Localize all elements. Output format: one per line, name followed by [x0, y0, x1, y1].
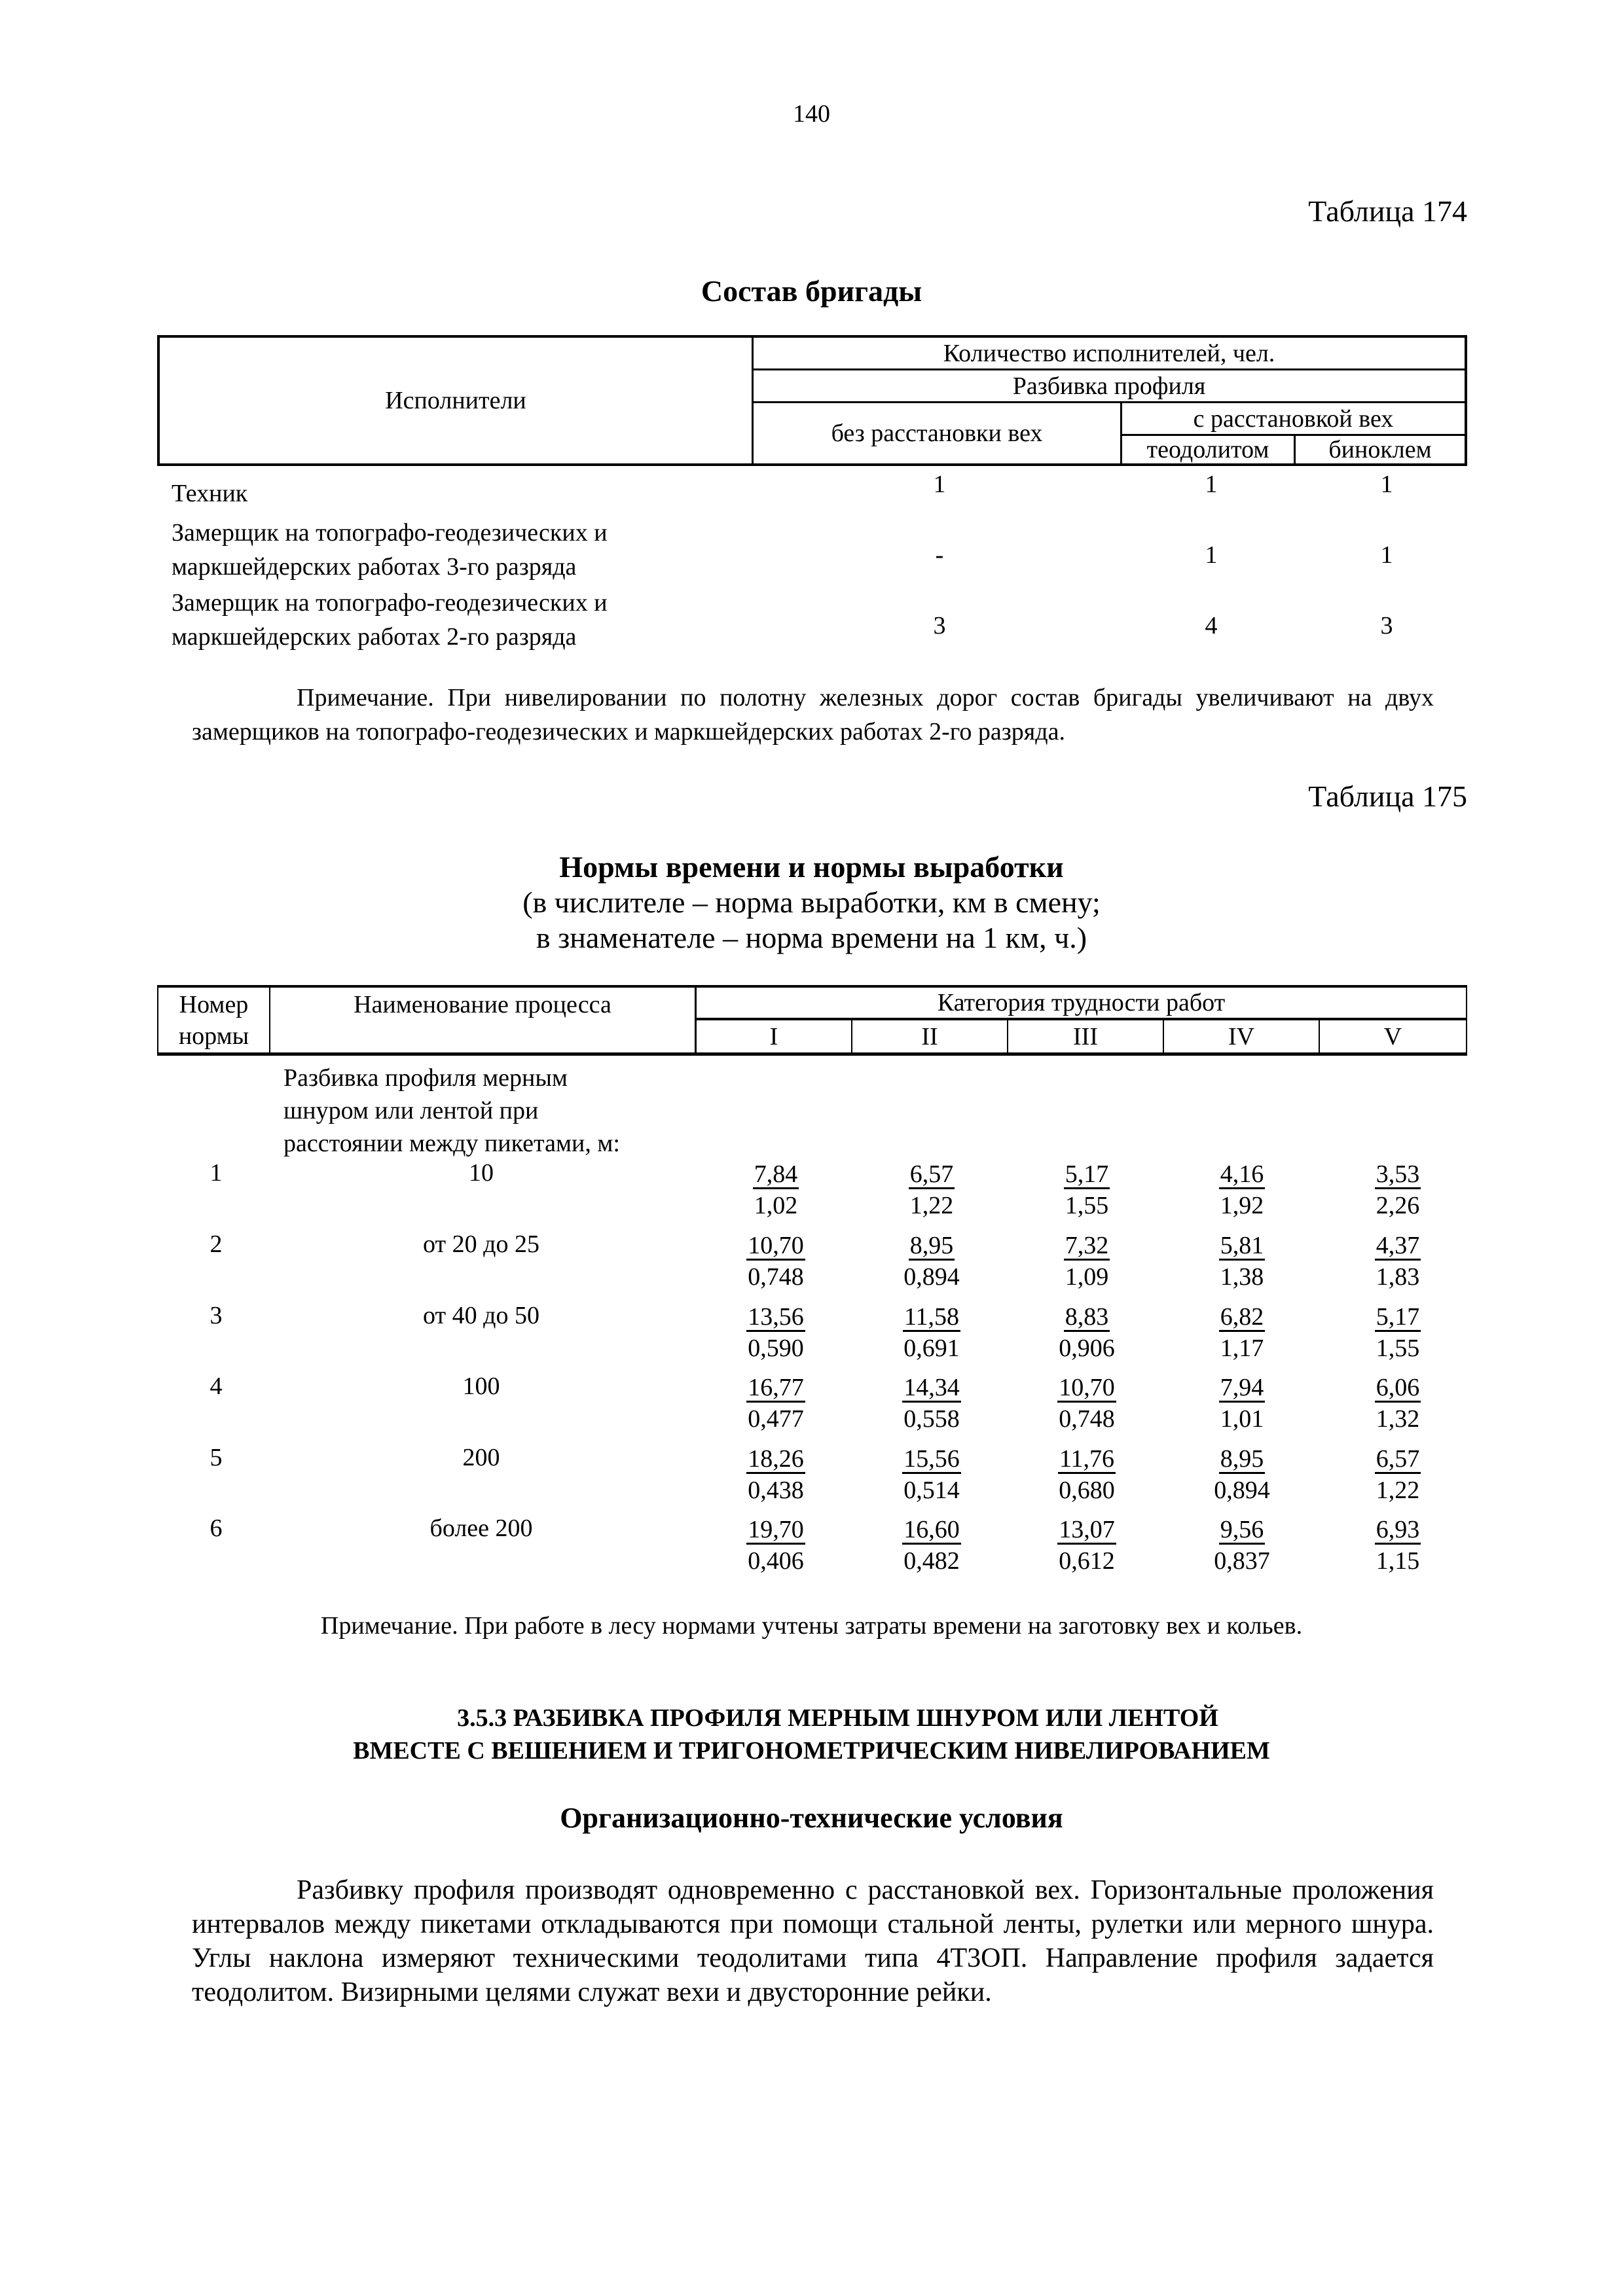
table-175-subtitle-line1: (в числителе – норма выработки, км в смену; — [522, 886, 1101, 919]
value-cat-4: $\frac{4,16}{1,92}$ — [1220, 1160, 1264, 1219]
table-row — [0, 1301, 1623, 1367]
value-cat-4: $\frac{5,81}{1,38}$ — [1220, 1232, 1264, 1291]
header-category-2: II — [852, 1020, 1008, 1052]
header-norm-number-line2: нормы — [178, 1022, 249, 1050]
header-executors: Исполнители — [160, 338, 754, 463]
table-175-label: Таблица 175 — [1308, 780, 1467, 813]
value-without: 1 — [933, 471, 946, 498]
value-cat-3: $\frac{11,76}{0,680}$ — [1059, 1445, 1115, 1504]
process-intro-line2: шнуром или лентой при — [283, 1097, 539, 1124]
executor-name: Техник — [172, 480, 248, 507]
table-174-label: Таблица 174 — [1308, 194, 1467, 228]
norm-number: 2 — [210, 1230, 223, 1258]
table-row — [0, 1230, 1623, 1295]
executor-name-line1: Замерщик на топографо-геодезических и — [172, 519, 608, 547]
value-cat-1: $\frac{19,70}{0,406}$ — [748, 1516, 804, 1575]
executor-name-line2: маркшейдерских работах 3-го разряда — [172, 553, 577, 581]
process-name: более 200 — [429, 1515, 533, 1542]
table-175-header — [157, 985, 1467, 1056]
header-without-poles: без расстановки вех — [754, 403, 1122, 463]
value-cat-4: $\frac{7,94}{1,01}$ — [1220, 1374, 1264, 1433]
header-theodolite: теодолитом — [1122, 436, 1296, 463]
header-norm-number — [158, 988, 270, 1052]
value-cat-2: $\frac{14,34}{0,558}$ — [903, 1374, 960, 1433]
value-cat-4: $\frac{6,82}{1,17}$ — [1220, 1303, 1264, 1362]
value-cat-5: $\frac{6,57}{1,22}$ — [1376, 1445, 1420, 1504]
value-theodolite: 4 — [1205, 612, 1218, 639]
value-cat-5: $\frac{6,93}{1,15}$ — [1376, 1516, 1420, 1575]
value-cat-2: $\frac{15,56}{0,514}$ — [903, 1445, 960, 1504]
process-intro-line3: расстоянии между пикетами, м: — [283, 1130, 620, 1157]
process-intro-line1: Разбивка профиля мерным — [283, 1064, 568, 1092]
value-theodolite: 1 — [1205, 471, 1218, 498]
value-cat-3: $\frac{13,07}{0,612}$ — [1059, 1516, 1115, 1575]
process-name: 10 — [469, 1159, 494, 1187]
value-cat-1: $\frac{18,26}{0,438}$ — [748, 1445, 804, 1504]
executor-name-line2: маркшейдерских работах 2-го разряда — [172, 623, 577, 651]
process-name: от 20 до 25 — [423, 1230, 539, 1258]
section-heading-line1: 3.5.3 РАЗБИВКА ПРОФИЛЯ МЕРНЫМ ШНУРОМ ИЛИ ЛЕНТОЙ — [457, 1704, 1218, 1732]
header-category-1: I — [697, 1020, 852, 1052]
value-cat-2: $\frac{16,60}{0,482}$ — [903, 1516, 960, 1575]
value-without: 3 — [933, 612, 946, 639]
value-theodolite: 1 — [1205, 541, 1218, 569]
table-row — [0, 1443, 1623, 1509]
norm-number: 6 — [210, 1515, 223, 1542]
value-cat-1: $\frac{10,70}{0,748}$ — [748, 1232, 804, 1291]
value-cat-5: $\frac{3,53}{2,26}$ — [1376, 1160, 1420, 1219]
value-without: - — [935, 541, 944, 569]
table-174-note: Примечание. При нивелировании по полотну железных дорог состав бригады увеличивают на двух замерщиков на топографо-геодезических и маркшейдерских работах 2-го разряда. — [192, 684, 1434, 745]
norm-number: 3 — [210, 1302, 223, 1329]
header-category-5: V — [1383, 1022, 1402, 1050]
value-cat-3: $\frac{7,32}{1,09}$ — [1065, 1232, 1109, 1291]
process-name: от 40 до 50 — [423, 1302, 539, 1329]
value-cat-2: $\frac{8,95}{0,894}$ — [903, 1232, 960, 1291]
table-row — [0, 1514, 1623, 1579]
header-difficulty-category: Категория трудности работ — [697, 988, 1466, 1020]
table-175-title: Нормы времени и нормы выработки — [559, 850, 1064, 884]
process-intro — [283, 1062, 620, 1160]
value-cat-1: $\frac{7,84}{1,02}$ — [754, 1160, 798, 1219]
table-175-note: Примечание. При работе в лесу нормами учтены затраты времени на заготовку вех и кольев. — [320, 1612, 1303, 1640]
header-profile: Разбивка профиля — [754, 370, 1465, 403]
value-cat-2: $\frac{6,57}{1,22}$ — [909, 1160, 954, 1219]
section-heading-line2: ВМЕСТЕ С ВЕШЕНИЕМ И ТРИГОНОМЕТРИЧЕСКИМ НИВЕЛИРОВАНИЕМ — [353, 1737, 1270, 1765]
value-cat-5: $\frac{5,17}{1,55}$ — [1376, 1303, 1420, 1362]
value-binocular: 1 — [1380, 471, 1393, 498]
table-row — [0, 1158, 1623, 1224]
page-number: 140 — [793, 100, 830, 128]
process-name: 200 — [462, 1444, 500, 1471]
executor-name-line1: Замерщик на топографо-геодезических и — [172, 589, 608, 617]
table-row — [0, 1372, 1623, 1437]
header-norm-number-line1: Номер — [179, 990, 249, 1018]
value-cat-4: $\frac{8,95}{0,894}$ — [1214, 1445, 1270, 1504]
header-category-3: III — [1008, 1020, 1164, 1052]
value-cat-3: $\frac{5,17}{1,55}$ — [1065, 1160, 1109, 1219]
header-binocular: биноклем — [1328, 436, 1432, 463]
value-binocular: 3 — [1380, 612, 1393, 639]
process-name: 100 — [462, 1372, 500, 1400]
value-cat-1: $\frac{13,56}{0,590}$ — [748, 1303, 804, 1362]
header-with-poles: с расстановкой вех — [1122, 403, 1465, 436]
value-cat-5: $\frac{6,06}{1,32}$ — [1376, 1374, 1420, 1433]
norm-number: 1 — [210, 1159, 223, 1187]
section-subheading: Организационно-технические условия — [560, 1802, 1063, 1834]
value-cat-3: $\frac{10,70}{0,748}$ — [1059, 1374, 1115, 1433]
value-cat-2: $\frac{11,58}{0,691}$ — [903, 1303, 960, 1362]
table-174-header — [157, 335, 1467, 466]
table-175-subtitle-line2: в знаменателе – норма времени на 1 км, ч.) — [536, 921, 1087, 954]
value-cat-3: $\frac{8,83}{0,906}$ — [1059, 1303, 1115, 1362]
value-cat-4: $\frac{9,56}{0,837}$ — [1214, 1516, 1270, 1575]
table-174-title: Состав бригады — [701, 274, 922, 308]
norm-number: 5 — [210, 1444, 223, 1471]
value-cat-5: $\frac{4,37}{1,83}$ — [1376, 1232, 1420, 1291]
header-process-name: Наименование процесса — [270, 988, 697, 1052]
norm-number: 4 — [210, 1372, 223, 1400]
value-binocular: 1 — [1380, 541, 1393, 569]
header-quantity: Количество исполнителей, чел. — [754, 338, 1465, 370]
value-cat-1: $\frac{16,77}{0,477}$ — [748, 1374, 804, 1433]
section-paragraph: Разбивку профиля производят одновременно с расстановкой вех. Горизонтальные проложения интервалов между пикетами откладываются при помощи стальной ленты, рулетки или мерного шнура. Углы наклона измеряют техническими теодолитами типа 4Т3ОП. Направление профиля задается теодолитом. Визирными целями служат вехи и двусторонние рейки. — [192, 1875, 1434, 2007]
header-category-4: IV — [1164, 1020, 1320, 1052]
